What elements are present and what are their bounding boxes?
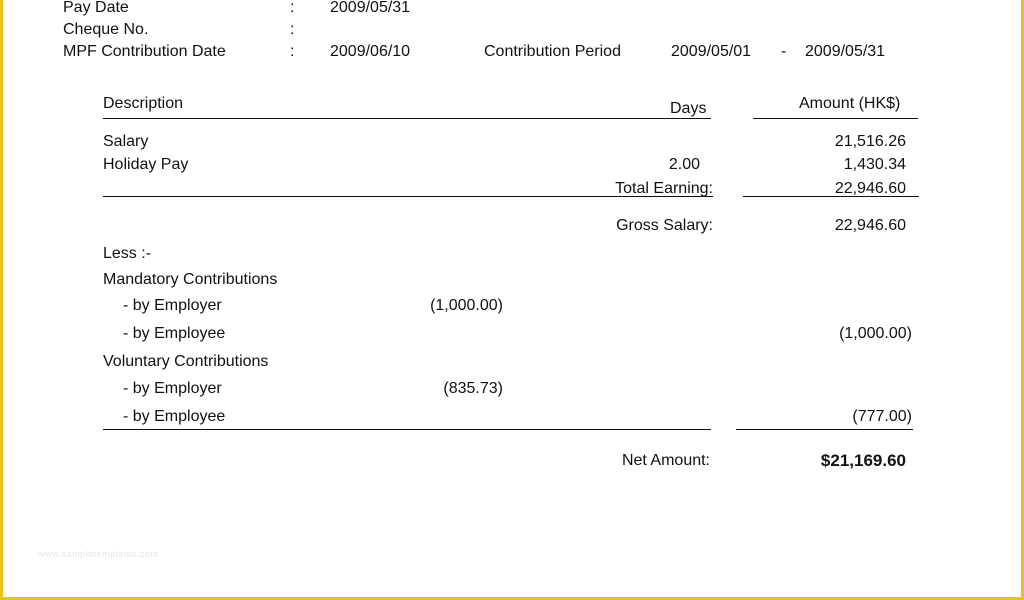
earning-description: Holiday Pay [103, 156, 189, 173]
earning-amount: 1,430.34 [843, 156, 906, 173]
less-label: Less :- [103, 245, 152, 262]
deductions-rule-right [736, 429, 913, 430]
pay-date-value: 2009/05/31 [330, 0, 411, 16]
voluntary-contributions-label: Voluntary Contributions [103, 353, 269, 370]
watermark: www.sampletemplates.com [38, 549, 159, 559]
mpf-date-label: MPF Contribution Date [63, 43, 226, 60]
contribution-period-from: 2009/05/01 [671, 43, 752, 60]
mandatory-employer-label: - by Employer [123, 297, 222, 314]
column-days: Days [670, 100, 707, 117]
deductions-rule-left [103, 429, 711, 430]
net-amount-value: $21,169.60 [820, 451, 906, 470]
earning-days: 2.00 [668, 156, 700, 173]
gross-salary-value: 22,946.60 [834, 217, 906, 234]
contribution-period-to: 2009/05/31 [805, 43, 886, 60]
mpf-date-separator: : [290, 43, 295, 60]
net-amount-label: Net Amount: [621, 452, 710, 469]
mpf-date-value: 2009/06/10 [330, 43, 411, 60]
column-amount: Amount (HK$) [799, 95, 901, 112]
gross-salary-label: Gross Salary: [616, 217, 713, 234]
mandatory-employer-value: (1,000.00) [430, 297, 503, 314]
mandatory-contributions-label: Mandatory Contributions [103, 271, 278, 288]
total-earning-value: 22,946.60 [834, 180, 906, 197]
pay-date-separator: : [290, 0, 295, 16]
header-rule-left [103, 118, 711, 119]
mandatory-employee-value: (1,000.00) [839, 325, 912, 342]
column-description: Description [103, 95, 184, 112]
pay-date-label: Pay Date [63, 0, 129, 16]
contribution-period-label: Contribution Period [484, 43, 621, 60]
voluntary-employee-value: (777.00) [852, 408, 912, 425]
mandatory-employee-label: - by Employee [123, 325, 226, 342]
cheque-label: Cheque No. [63, 21, 149, 38]
voluntary-employer-value: (835.73) [443, 380, 503, 397]
total-earning-label: Total Earning: [615, 180, 713, 197]
earning-amount: 21,516.26 [834, 133, 906, 150]
earning-description: Salary [103, 133, 149, 150]
header-rule-right [753, 118, 918, 119]
earnings-rule-left [103, 196, 713, 197]
cheque-separator: : [290, 21, 295, 38]
earnings-rule-right [743, 196, 919, 197]
voluntary-employer-label: - by Employer [123, 380, 222, 397]
contribution-period-dash: - [781, 43, 787, 60]
payslip-page [3, 0, 1021, 597]
voluntary-employee-label: - by Employee [123, 408, 226, 425]
